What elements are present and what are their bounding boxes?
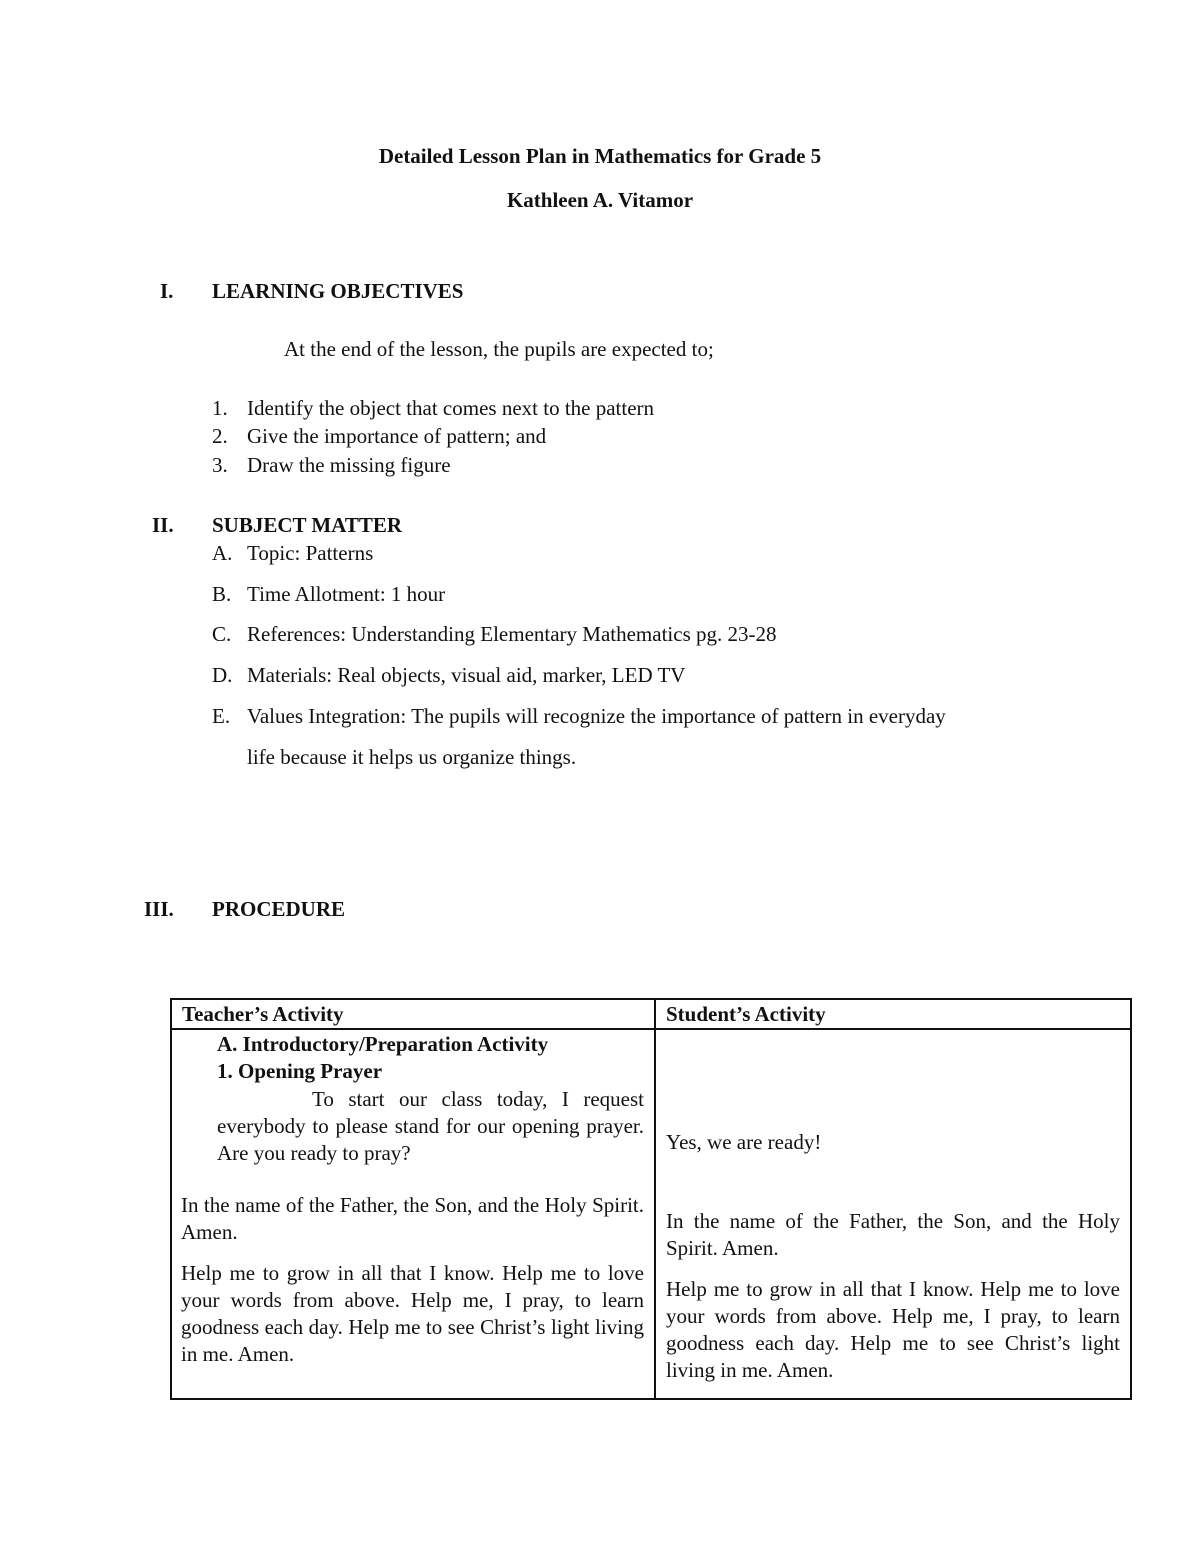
table-row — [171, 1029, 1131, 1399]
subheading-opening-prayer: 1. Opening Prayer — [217, 1059, 383, 1083]
section-3-title: PROCEDURE — [212, 897, 346, 921]
objective-item: Draw the missing figure — [247, 453, 451, 477]
objective-number: 2. — [212, 424, 228, 448]
teacher-prayer-text: Help me to grow in all that I know. Help me to love your words from above. Help me, I pray, to learn goodness each day. Help me to see Christ’s light living in me. Amen. — [181, 1261, 644, 1366]
section-1-numeral: I. — [160, 279, 174, 303]
section-2-numeral: II. — [152, 513, 174, 537]
table-header-row — [171, 999, 1131, 1029]
objective-item: Identify the object that comes next to the pattern — [247, 396, 655, 420]
section-3-numeral: III. — [144, 897, 174, 921]
teacher-request-text: To start our class today, I request everybody to please stand for our opening prayer. Are you ready to pray? — [217, 1087, 644, 1165]
objective-number: 3. — [212, 453, 228, 477]
subject-item-letter: B. — [212, 582, 232, 606]
procedure-table — [170, 998, 1132, 1400]
subject-item: Topic: Patterns — [247, 541, 374, 565]
objective-item: Give the importance of pattern; and — [247, 424, 547, 448]
teacher-prayer-sign-of-cross: In the name of the Father, the Son, and the Holy Spirit. Amen. — [181, 1193, 644, 1244]
subject-item-letter: D. — [212, 663, 233, 687]
subject-item: References: Understanding Elementary Mathematics pg. 23-28 — [247, 622, 777, 646]
section-2-title: SUBJECT MATTER — [212, 513, 403, 537]
student-activity-header: Student’s Activity — [655, 999, 1131, 1029]
subheading-introductory: A. Introductory/Preparation Activity — [217, 1032, 549, 1056]
teacher-activity-cell — [171, 1029, 655, 1399]
section-1-title: LEARNING OBJECTIVES — [212, 279, 464, 303]
objectives-intro: At the end of the lesson, the pupils are expected to; — [284, 337, 714, 361]
student-prayer-sign-of-cross: In the name of the Father, the Son, and the Holy Spirit. Amen. — [666, 1209, 1120, 1260]
student-activity-cell — [655, 1029, 1131, 1399]
student-ready-response: Yes, we are ready! — [666, 1130, 822, 1154]
subject-item-letter: E. — [212, 704, 231, 728]
author-name: Kathleen A. Vitamor — [506, 188, 694, 212]
document-title: Detailed Lesson Plan in Mathematics for Grade 5 — [378, 144, 822, 168]
objective-number: 1. — [212, 396, 228, 420]
subject-item-letter: C. — [212, 622, 232, 646]
teacher-activity-header: Teacher’s Activity — [171, 999, 655, 1029]
subject-item: Values Integration: The pupils will recognize the importance of pattern in everyday — [247, 704, 946, 728]
subject-item-letter: A. — [212, 541, 233, 565]
subject-item: Time Allotment: 1 hour — [247, 582, 446, 606]
student-prayer-text: Help me to grow in all that I know. Help me to love your words from above. Help me, I pray, to learn goodness each day. Help me to see Christ’s light living in me. Amen. — [666, 1277, 1120, 1382]
subject-item: Materials: Real objects, visual aid, marker, LED TV — [247, 663, 686, 687]
subject-item-continuation: life because it helps us organize things. — [247, 745, 577, 769]
